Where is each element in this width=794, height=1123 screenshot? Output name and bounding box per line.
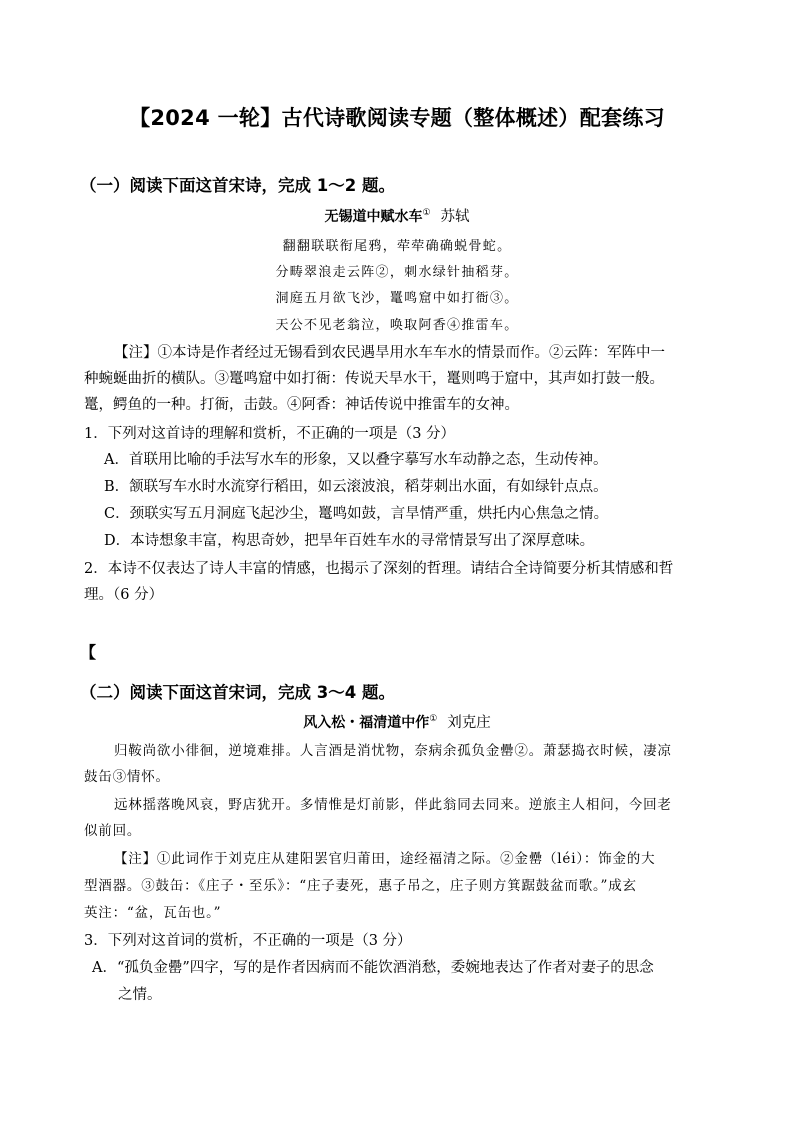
ci-paragraph-2-line: 远林摇落晚风哀，野店犹开。多情惟是灯前影，伴此翁同去同来。逆旅主人相问，今回老 [114, 797, 672, 813]
ci-paragraph-1-line: 归鞍尚欲小徘徊，逆境难排。人言酒是消忧物，奈病余孤负金罍②。萧瑟捣衣时候，凄凉 [114, 743, 672, 759]
poem-2-note-line: 【注】①此词作于刘克庄从建阳罢官归莆田，途经福清之际。②金罍（léi）：饰金的大 [114, 851, 656, 867]
footnote-mark: ① [422, 208, 431, 218]
question-1: 1．下列对这首诗的理解和赏析，不正确的一项是（3 分） [84, 426, 456, 442]
poem-1-note-line: 种蜿蜒曲折的横队。③鼍鸣窟中如打衙：传说天旱水干，鼍则鸣于窟中，其声如打鼓一般。 [84, 371, 664, 387]
poem-1-author: 苏轼 [440, 209, 470, 225]
question-1-option-a: A．首联用比喻的手法写水车的形象，又以叠字摹写水车动静之态，生动传神。 [104, 452, 608, 468]
poem-1-title [0, 205, 794, 226]
ci-paragraph-2-line: 似前回。 [84, 823, 142, 839]
poem-1-line: 天公不见老翁泣，唤取阿香④推雷车。 [275, 318, 519, 333]
poem-2-title [0, 711, 794, 732]
poem-1-line: 翻翻联联衔尾鸦，荦荦确确蜕骨蛇。 [282, 239, 512, 254]
question-1-option-c: C．颈联实写五月洞庭飞起沙尘，鼍鸣如鼓，言旱情严重，烘托内心焦急之情。 [104, 506, 609, 522]
page-title: 【2024 一轮】古代诗歌阅读专题（整体概述）配套练习 [129, 106, 665, 130]
poem-1-title-text: 无锡道中赋水车 [324, 209, 423, 225]
poem-1-note-line: 鼍，鳄鱼的一种。打衙，击鼓。④阿香：神话传说中推雷车的女神。 [84, 397, 519, 413]
question-1-option-d: D．本诗想象丰富，构思奇妙，把旱年百姓车水的寻常情景写出了深厚意味。 [104, 533, 595, 549]
ci-paragraph-1-line: 鼓缶③情怀。 [84, 769, 170, 785]
question-1-option-b: B．颔联写车水时水流穿行稻田，如云滚波浪，稻芽刺出水面，有如绿针点点。 [104, 479, 608, 495]
poem-1-line: 洞庭五月欲飞沙，鼍鸣窟中如打衙③。 [275, 291, 519, 306]
poem-1-line: 分畴翠浪走云阵②，刺水绿针抽稻芽。 [275, 265, 519, 280]
question-2-line: 理。（6 分） [84, 587, 164, 603]
footnote-mark: ① [429, 714, 438, 724]
question-3-option-a-line: 之情。 [118, 987, 162, 1003]
poem-1-note-line: 【注】①本诗是作者经过无锡看到农民遇旱用水车车水的情景而作。②云阵：军阵中一 [114, 345, 665, 361]
poem-2-note-line: 型酒器。③鼓缶：《庄子・至乐》：“庄子妻死，惠子吊之，庄子则方箕踞鼓盆而歌。”成玄 [84, 878, 637, 894]
question-3-option-a-line: A．“孤负金罍”四字，写的是作者因病而不能饮酒消愁，委婉地表达了作者对妻子的思念 [92, 960, 654, 976]
question-2-line: 2．本诗不仅表达了诗人丰富的情感，也揭示了深刻的哲理。请结合全诗简要分析其情感和哲 [84, 561, 674, 577]
poem-2-note-line: 英注：“盆，瓦缶也。” [84, 905, 222, 921]
poem-2-title-text: 风入松・福清道中作 [303, 715, 430, 731]
poem-2-author: 刘克庄 [447, 715, 491, 731]
section-2-heading: （二）阅读下面这首宋词，完成 3～4 题。 [80, 683, 395, 702]
stray-bracket: 【 [80, 643, 97, 662]
question-3: 3．下列对这首词的赏析，不正确的一项是（3 分） [84, 933, 412, 949]
section-1-heading: （一）阅读下面这首宋诗，完成 1～2 题。 [80, 176, 395, 195]
